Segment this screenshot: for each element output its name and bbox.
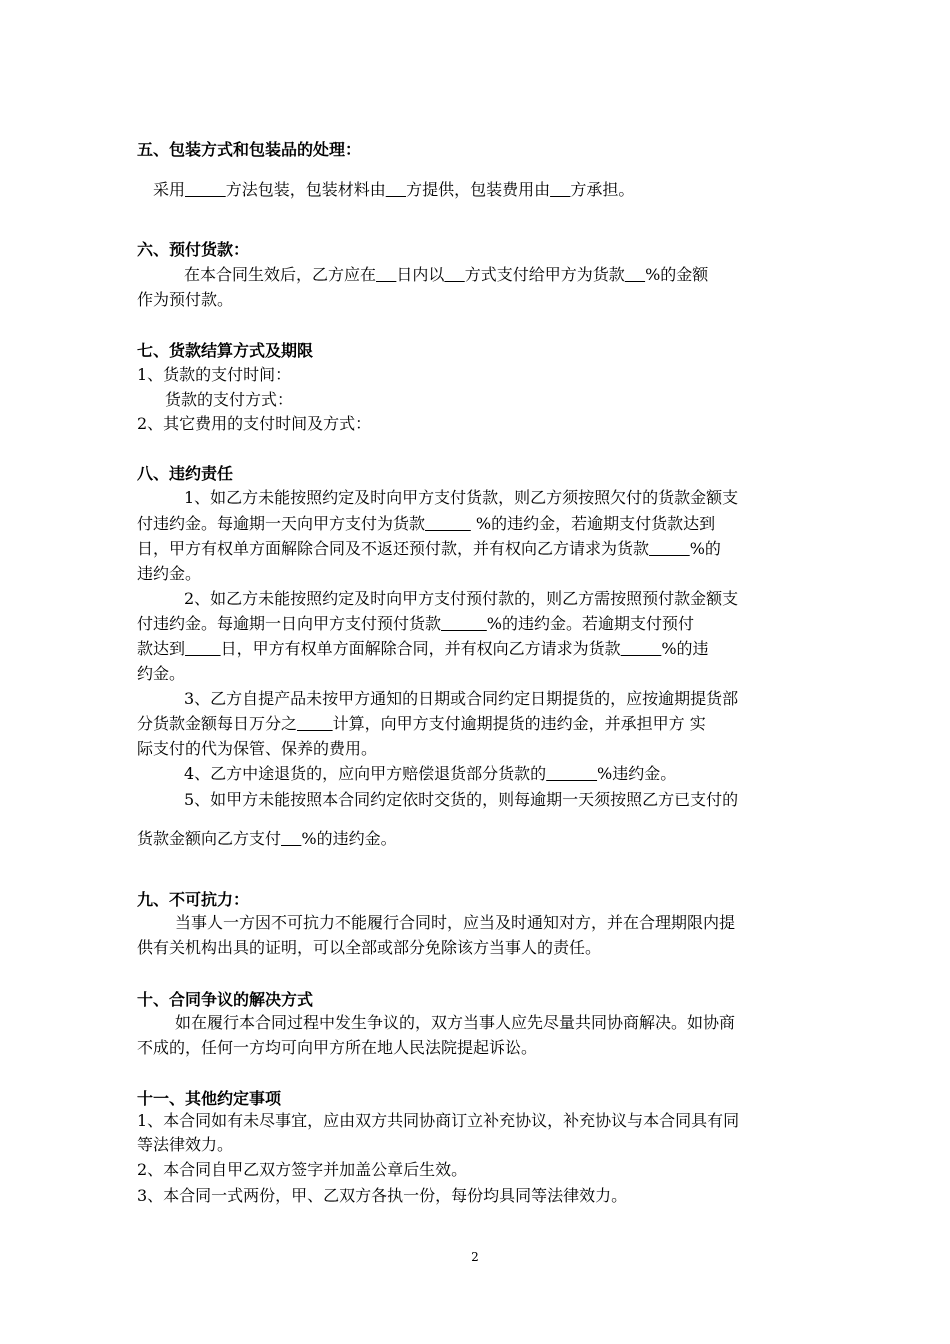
blank-daily-penalty[interactable] (425, 514, 471, 533)
clause-8-3-line-1: 3、乙方自提产品未按甲方通知的日期或合同约定日期提货的，应按逾期提货部 (184, 689, 739, 708)
section-7-item-2: 2、其它费用的支付时间及方式： (137, 414, 372, 433)
clause-8-1-line-3: 日，甲方有权单方面解除合同及不返还预付款，并有权向乙方请求为货款 %的 (137, 539, 721, 558)
clause-8-5-line-1: 5、如甲方未能按照本合同约定依时交货的，则每逾期一天须按照乙方已支付的 (184, 790, 739, 809)
section-10-heading: 十、合同争议的解决方式 (137, 990, 314, 1009)
page-number: 2 (471, 1250, 479, 1264)
clause-8-2-line-2: 付违约金。每逾期一日向甲方支付预付货款 %的违约金。若逾期支付预付 (137, 614, 695, 633)
blank-delivery-penalty[interactable] (281, 829, 301, 848)
clause-8-2-line-3: 款达到 日，甲方有权单方面解除合同，并有权向乙方请求为货款 %的违 (137, 639, 709, 658)
section-6-line-2: 作为预付款。 (137, 290, 234, 309)
blank-payment-method[interactable] (444, 265, 464, 284)
section-9-heading: 九、不可抗力： (137, 890, 250, 909)
clause-8-1-line-4: 违约金。 (137, 564, 202, 583)
clause-8-2-line-1: 2、如乙方未能按照约定及时向甲方支付预付款的，则乙方需按照预付款金额支 (184, 589, 739, 608)
section-9-line-2: 供有关机构出具的证明，可以全部或部分免除该方当事人的责任。 (137, 938, 602, 957)
section-11-line-4: 3、本合同一式两份，甲、乙双方各执一份，每份均具同等法律效力。 (137, 1186, 628, 1205)
blank-prepay-penalty-percent[interactable] (621, 639, 662, 658)
blank-days[interactable] (376, 265, 396, 284)
section-11-line-2: 等法律效力。 (137, 1135, 234, 1154)
section-11-heading: 十一、其他约定事项 (137, 1089, 282, 1108)
clause-8-1-line-2: 付违约金。每逾期一天向甲方支付为货款 %的违约金，若逾期支付货款达到 (137, 514, 716, 533)
blank-cost-party[interactable] (550, 180, 570, 199)
section-7-heading: 七、货款结算方式及期限 (137, 341, 314, 360)
section-6-heading: 六、预付货款： (137, 240, 250, 259)
section-5-heading: 五、包装方式和包装品的处理： (137, 140, 362, 159)
blank-return-penalty[interactable] (546, 764, 597, 783)
section-7-item-1: 1、货款的支付时间： (137, 365, 292, 384)
section-10-line-2: 不成的，任何一方均可向甲方所在地人民法院提起诉讼。 (137, 1038, 538, 1057)
blank-per-ten-thousand[interactable] (297, 714, 333, 733)
section-5-line-1: 采用 方法包装，包装材料由 方提供，包装费用由 方承担。 (153, 180, 635, 199)
section-6-line-1: 在本合同生效后，乙方应在 日内以 方式支付给甲方为货款 %的金额 (184, 265, 709, 284)
section-8-heading: 八、违约责任 (137, 464, 234, 483)
blank-packing-method[interactable] (185, 180, 226, 199)
clause-8-4-line-1: 4、乙方中途退货的，应向甲方赔偿退货部分货款的 %违约金。 (184, 764, 677, 783)
section-9-line-1: 当事人一方因不可抗力不能履行合同时，应当及时通知对方，并在合理期限内提 (175, 913, 736, 932)
clause-8-1-line-1: 1、如乙方未能按照约定及时向甲方支付货款，则乙方须按照欠付的货款金额支 (184, 488, 739, 507)
section-11-line-1: 1、本合同如有未尽事宜，应由双方共同协商订立补充协议，补充协议与本合同具有同 (137, 1111, 740, 1130)
blank-penalty-percent[interactable] (649, 539, 690, 558)
blank-overdue-days[interactable] (185, 639, 221, 658)
blank-prepay-penalty[interactable] (441, 614, 487, 633)
section-10-line-1: 如在履行本合同过程中发生争议的，双方当事人应先尽量共同协商解决。如协商 (175, 1013, 736, 1032)
clause-8-3-line-3: 际支付的代为保管、保养的费用。 (137, 739, 378, 758)
blank-percent[interactable] (625, 265, 645, 284)
section-7-item-1b: 货款的支付方式： (165, 390, 294, 409)
section-11-line-3: 2、本合同自甲乙双方签字并加盖公章后生效。 (137, 1160, 468, 1179)
clause-8-5-line-2: 货款金额向乙方支付 %的违约金。 (137, 829, 397, 848)
clause-8-2-line-4: 约金。 (137, 664, 186, 683)
clause-8-3-line-2: 分货款金额每日万分之 计算，向甲方支付逾期提货的违约金，并承担甲方 实 (137, 714, 706, 733)
blank-material-party[interactable] (386, 180, 406, 199)
